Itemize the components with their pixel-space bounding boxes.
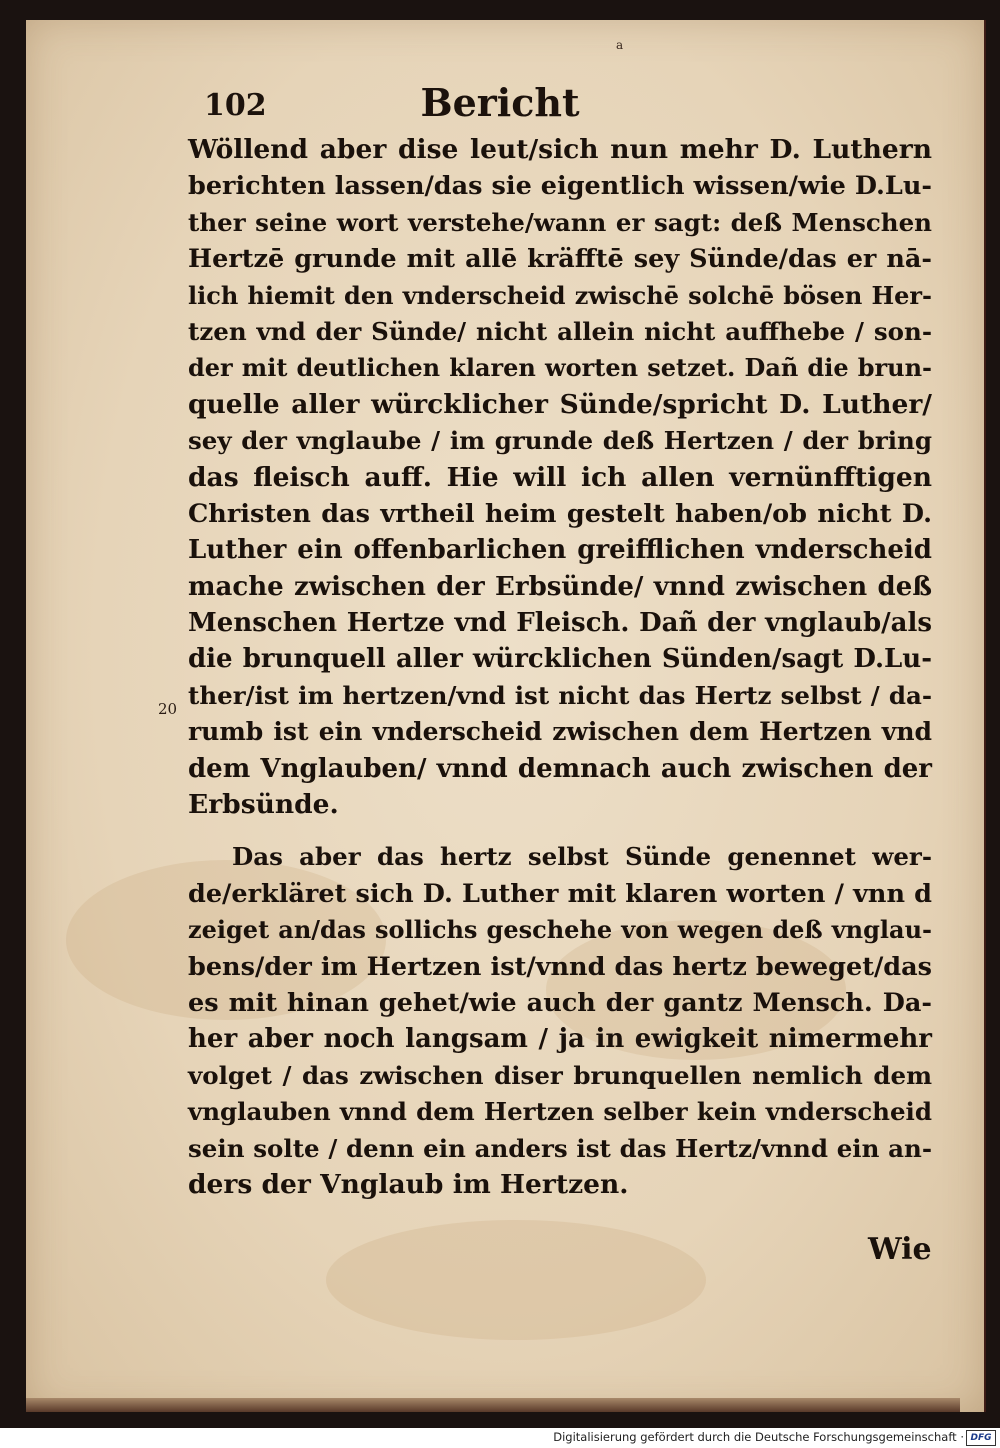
- text-line: ther/ist im hertzen/vnd ist nicht das Hertz selbst / da-: [188, 680, 932, 710]
- text-line: Erbsünde.: [188, 789, 339, 821]
- text-line: sey der vnglaube / im grunde deß Hertzen / der bring: [188, 426, 932, 456]
- book-edge-bottom: [26, 1398, 960, 1412]
- paragraph: [188, 132, 932, 823]
- text-line: Hertzē grunde mit allē kräfftē sey Sünde/das er nā-: [188, 244, 932, 275]
- text-line: der mit deutlichen klaren worten setzet. Dañ die brun-: [188, 353, 932, 383]
- text-line: quelle aller würcklicher Sünde/spricht D. Luther/: [188, 388, 932, 420]
- text-line: Christen das vrtheil heim gestelt haben/ob nicht D.: [188, 498, 932, 529]
- text-line: die brunquell aller würcklichen Sünden/sagt D.Lu-: [188, 644, 932, 675]
- text-line: vnglauben vnnd dem Hertzen selber kein vnderscheid: [188, 1097, 932, 1127]
- digitization-footer: [0, 1428, 1000, 1448]
- text-line: dem Vnglauben/ vnnd demnach auch zwischen der: [188, 753, 932, 784]
- text-line: volget / das zwischen diser brunquellen nemlich dem: [188, 1060, 932, 1090]
- running-title: Bericht: [420, 80, 580, 125]
- dfg-logo-icon: DFG: [966, 1430, 996, 1446]
- funding-credit: Digitalisierung gefördert durch die Deutsche Forschungsgemeinschaft ·: [553, 1430, 964, 1444]
- paragraph-gap: [188, 823, 932, 839]
- paragraph: [188, 839, 932, 1203]
- text-line: Das aber das hertz selbst Sünde genennet wer-: [232, 842, 932, 872]
- text-line: Menschen Hertze vnd Fleisch. Dañ der vnglaub/als: [188, 608, 932, 639]
- signature-mark: a: [616, 38, 624, 52]
- text-line: de/erkläret sich D. Luther mit klaren worten / vnn d: [188, 878, 932, 909]
- catchword: Wie: [868, 1232, 932, 1267]
- text-line: ders der Vnglaub im Hertzen.: [188, 1168, 629, 1200]
- text-line: sein solte / denn ein anders ist das Hertz/vnnd ein an-: [188, 1133, 932, 1163]
- margin-line-number: 20: [158, 700, 178, 718]
- text-line: rumb ist ein vnderscheid zwischen dem Hertzen vnd: [188, 717, 932, 747]
- text-line: lich hiemit den vnderscheid zwischē solchē bösen Her-: [188, 280, 932, 310]
- body-text: [188, 132, 932, 1203]
- text-line: Luther ein offenbarlichen greifflichen vnderscheid: [188, 535, 932, 566]
- text-line: es mit hinan gehet/wie auch der gantz Mensch. Da-: [188, 987, 932, 1018]
- text-line: tzen vnd der Sünde/ nicht allein nicht auffhebe / son-: [188, 316, 932, 346]
- text-line: her aber noch langsam / ja in ewigkeit nimermehr: [188, 1024, 932, 1055]
- text-line: mache zwischen der Erbsünde/ vnnd zwischen deß: [188, 571, 932, 602]
- text-line: berichten lassen/das sie eigentlich wissen/wie D.Lu-: [188, 171, 932, 202]
- page-number: 102: [204, 88, 267, 123]
- text-line: Wöllend aber dise leut/sich nun mehr D. Luthern: [188, 134, 932, 165]
- text-line: bens/der im Hertzen ist/vnnd das hertz beweget/das: [188, 951, 932, 982]
- text-line: zeiget an/das sollichs geschehe von wegen deß vnglau-: [188, 915, 932, 945]
- paper-stain: [326, 1220, 706, 1340]
- text-line: das fleisch auff. Hie will ich allen vernünfftigen: [188, 461, 932, 493]
- text-line: ther seine wort verstehe/wann er sagt: deß Menschen: [188, 207, 932, 237]
